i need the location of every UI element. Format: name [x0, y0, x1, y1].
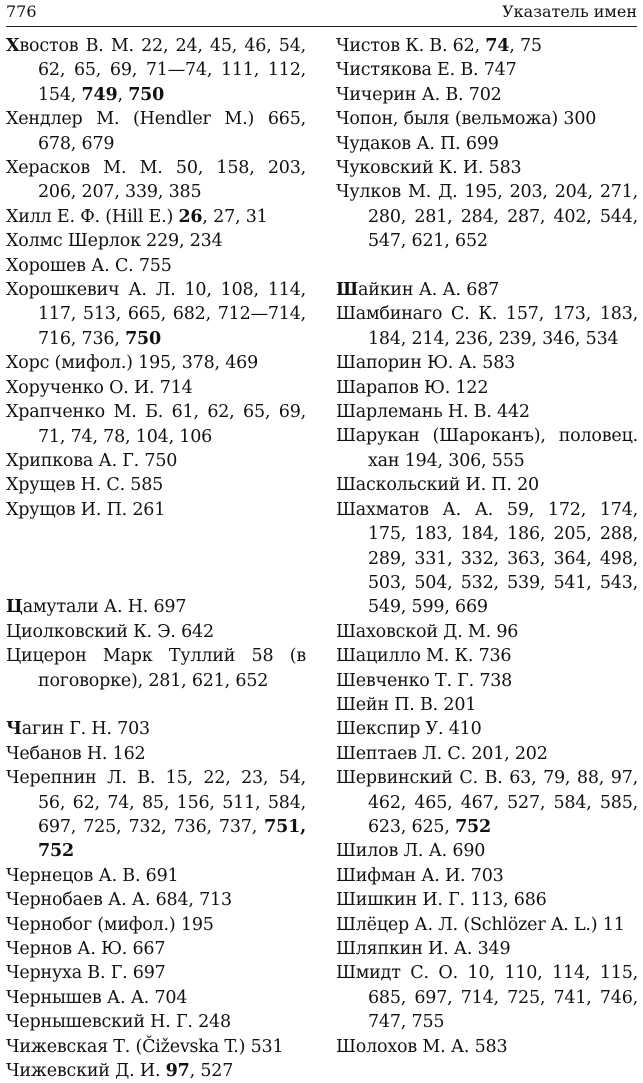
- index-entry: Цицерон Марк Туллий 58 (в поговорке), 281, 621, 652: [6, 646, 306, 691]
- index-entry: Чернышевский Н. Г. 248: [6, 1012, 231, 1033]
- index-entry: Холмс Шерлок 229, 234: [6, 231, 223, 252]
- index-entry: Шахматов А. А. 59, 172, 174, 175, 183, 184, 186, 205, 288, 289, 331, 332, 363, 364, 498, 503, 504, 532, 539, 541, 543, 549, 599, 669: [336, 499, 638, 618]
- index-entry: Шилов Л. А. 690: [336, 841, 486, 862]
- index-entry: Чернышев А. А. 704: [6, 987, 188, 1008]
- index-entry: Шамбинаго С. К. 157, 173, 183, 184, 214, 236, 239, 346, 534: [336, 304, 638, 349]
- index-entry: Чопон, быля (вельможа) 300: [336, 109, 597, 130]
- index-entry: Цамутали А. Н. 697: [6, 597, 187, 618]
- index-entry: Чистов К. В. 62, 74, 75: [336, 36, 542, 56]
- index-entry: Хорошев А. С. 755: [6, 255, 172, 276]
- index-entry: Хрущов И. П. 261: [6, 499, 166, 520]
- index-entry: Чебанов Н. 162: [6, 743, 146, 764]
- index-entry: Хорученко О. И. 714: [6, 377, 193, 398]
- index-entry: Шейн П. В. 201: [336, 694, 477, 715]
- page-header: [6, 0, 637, 27]
- index-entry: Хвостов В. М. 22, 24, 45, 46, 54, 62, 65, 69, 71—74, 111, 112, 154, 749, 750: [6, 36, 306, 105]
- index-entry: Шаховской Д. М. 96: [336, 621, 519, 642]
- index-entry: Хрущев Н. С. 585: [6, 475, 164, 496]
- index-column-left: [6, 34, 306, 1083]
- index-entry: Шаскольский И. П. 20: [336, 475, 539, 496]
- index-entry: Хилл Е. Ф. (Hill E.) 26, 27, 31: [6, 206, 268, 227]
- running-title: Указатель имен: [502, 2, 637, 21]
- page-number: 776: [6, 2, 37, 21]
- index-entry: Шептаев Л. С. 201, 202: [336, 743, 548, 764]
- index-entry: Хендлер М. (Hendler M.) 665, 678, 679: [6, 109, 306, 154]
- index-entry: Хорошкевич А. Л. 10, 108, 114, 117, 513, 665, 682, 712—714, 716, 736, 750: [6, 280, 306, 349]
- index-entry: Циолковский К. Э. 642: [6, 621, 214, 642]
- index-entry: Шацилло М. К. 736: [336, 646, 512, 667]
- index-column-right: [336, 34, 638, 1059]
- index-entry: Шляпкин И. А. 349: [336, 939, 511, 960]
- index-entry: Херасков М. М. 50, 158, 203, 206, 207, 339, 385: [6, 158, 306, 203]
- index-entry: Чернобог (мифол.) 195: [6, 914, 214, 935]
- index-entry: Чернуха В. Г. 697: [6, 963, 166, 984]
- index-entry: Шлёцер А. Л. (Schlözer A. L.) 11: [336, 914, 625, 935]
- index-entry: Шайкин А. А. 687: [336, 280, 500, 301]
- index-entry: Чижевская Т. (Čiževska T.) 531: [6, 1036, 284, 1057]
- index-entry: Хорс (мифол.) 195, 378, 469: [6, 353, 259, 374]
- index-entry: Шмидт С. О. 10, 110, 114, 115, 685, 697, 714, 725, 741, 746, 747, 755: [336, 963, 638, 1033]
- index-entry: Чудаков А. П. 699: [336, 133, 499, 154]
- index-entry: Шекспир У. 410: [336, 719, 482, 740]
- index-entry: Хрипкова А. Г. 750: [6, 450, 178, 471]
- index-entry: Шарукан (Шароканъ), половец. хан 194, 306, 555: [336, 426, 638, 471]
- index-entry: Шолохов М. А. 583: [336, 1036, 508, 1057]
- index-entry: Чулков М. Д. 195, 203, 204, 271, 280, 281, 284, 287, 402, 544, 547, 621, 652: [336, 182, 638, 252]
- index-entry: Шарлемань Н. В. 442: [336, 402, 530, 423]
- index-entry: Чичерин А. В. 702: [336, 84, 502, 105]
- index-entry: Чагин Г. Н. 703: [6, 719, 150, 740]
- index-entry: Шапорин Ю. А. 583: [336, 353, 516, 374]
- index-entry: Чернов А. Ю. 667: [6, 938, 166, 959]
- index-entry: Шишкин И. Г. 113, 686: [336, 890, 547, 911]
- index-entry: Шервинский С. В. 63, 79, 88, 97, 462, 465, 467, 527, 584, 585, 623, 625, 752: [336, 768, 638, 837]
- index-entry: Чистякова Е. В. 747: [336, 60, 517, 81]
- index-entry: Шевченко Т. Г. 738: [336, 670, 513, 691]
- index-entry: Храпченко М. Б. 61, 62, 65, 69, 71, 74, 78, 104, 106: [6, 402, 306, 447]
- index-entry: Чуковский К. И. 583: [336, 158, 522, 179]
- index-entry: Черепнин Л. В. 15, 22, 23, 54, 56, 62, 74, 85, 156, 511, 584, 697, 725, 732, 736, 737, 751, 752: [6, 768, 306, 862]
- index-entry: Шарапов Ю. 122: [336, 377, 489, 398]
- index-entry: Шифман А. И. 703: [336, 865, 504, 886]
- index-entry: Чернобаев А. А. 684, 713: [6, 890, 232, 911]
- index-entry: Чернецов А. В. 691: [6, 865, 179, 886]
- index-entry: Чижевский Д. И. 97, 527: [6, 1061, 234, 1082]
